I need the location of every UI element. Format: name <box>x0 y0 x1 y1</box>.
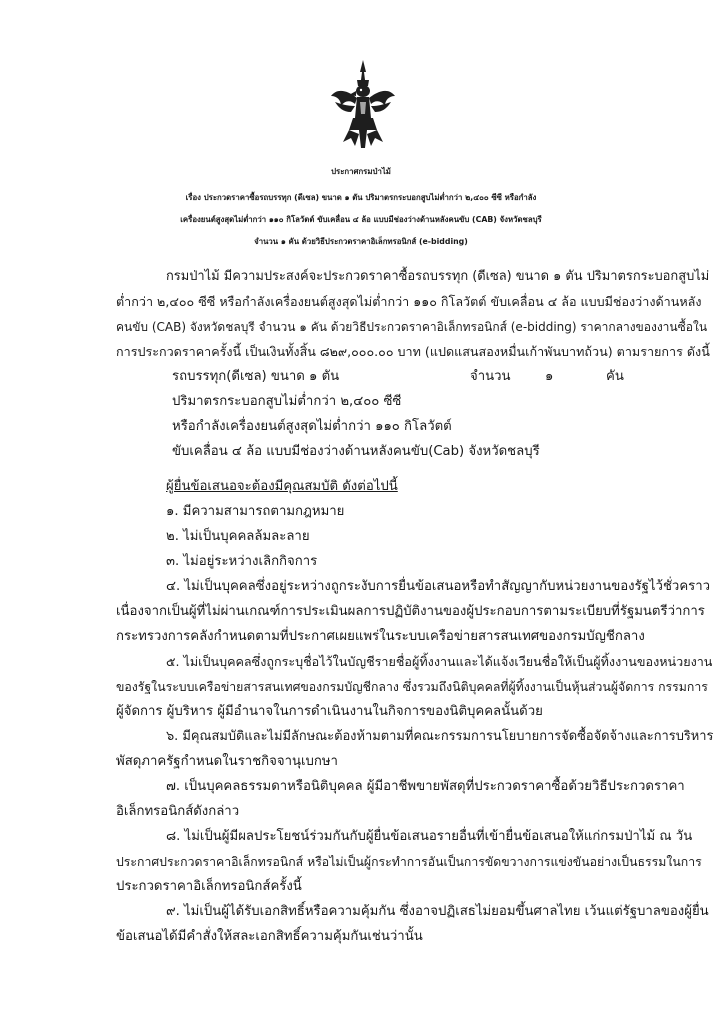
intro-line: ต่ำกว่า ๒,๔๐๐ ซีซี หรือกำลังเครื่องยนต์สูงสุดไม่ต่ำกว่า ๑๑๐ กิโลวัตต์ ขับเคลื่อน ๔ ล้อ แบบมีช่องว่างด้านหลัง <box>116 294 702 309</box>
qualification-line: ประกวดราคาอิเล็กทรอนิกส์ครั้งนี้ <box>116 879 302 894</box>
qualification-line: ๓. ไม่อยู่ระหว่างเลิกกิจการ <box>166 554 318 569</box>
intro-line: การประกวดราคาครั้งนี้ เป็นเงินทั้งสิ้น ๘๒๙,๐๐๐.๐๐ บาท (แปดแสนสองหมื่นเก้าพันบาทถ้วน) ตามรายการ ดังนี้ <box>116 344 710 359</box>
item-spec: ขับเคลื่อน ๔ ล้อ แบบมีช่องว่างด้านหลังคนขับ(Cab) จังหวัดชลบุรี <box>172 444 540 459</box>
qualification-line: ๒. ไม่เป็นบุคคลล้มละลาย <box>166 529 310 544</box>
qualification-line: ๗. เป็นบุคคลธรรมดาหรือนิติบุคคล ผู้มีอาชีพขายพัสดุที่ประกวดราคาซื้อด้วยวิธีประกวดราคา <box>166 779 685 794</box>
item-unit: คัน <box>606 369 624 384</box>
qualification-line: ของรัฐในระบบเครือข่ายสารสนเทศของกรมบัญชีกลาง ซึ่งรวมถึงนิติบุคคลที่ผู้ทิ้งงานเป็นหุ้นส่วนผู้จัดการ กรรมการ <box>116 680 708 694</box>
intro-line: กรมป่าไม้ มีความประสงค์จะประกวดราคาซื้อรถบรรทุก (ดีเซล) ขนาด ๑ ตัน ปริมาตรกระบอกสูบไม่ <box>166 269 710 284</box>
qualification-line: กระทรวงการคลังกำหนดตามที่ประกาศเผยแพร่ในระบบเครือข่ายสารสนเทศของกรมบัญชีกลาง <box>116 629 645 644</box>
item-spec: ปริมาตรกระบอกสูบไม่ต่ำกว่า ๒,๔๐๐ ซีซี <box>172 394 402 409</box>
qualification-line: ประกาศประกวดราคาอิเล็กทรอนิกส์ หรือไม่เป็นผู้กระทำการอันเป็นการขัดขวางการแข่งขันอย่างเป็นธรรมในการ <box>116 855 702 869</box>
qualification-line: ๕. ไม่เป็นบุคคลซึ่งถูกระบุชื่อไว้ในบัญชีรายชื่อผู้ทิ้งงานและได้แจ้งเวียนชื่อให้เป็นผู้ทิ้งงานของหน่วยงาน <box>166 654 713 669</box>
item-qty: ๑ <box>545 369 554 384</box>
qualification-line: ๖. มีคุณสมบัติและไม่มีลักษณะต้องห้ามตามที่คณะกรรมการนโยบายการจัดซื้อจัดจ้างและการบริหาร <box>166 729 714 744</box>
qualification-line: อิเล็กทรอนิกส์ดังกล่าว <box>116 804 240 819</box>
qualification-line: ๙. ไม่เป็นผู้ได้รับเอกสิทธิ์หรือความคุ้มกัน ซึ่งอาจปฏิเสธไม่ยอมขึ้นศาลไทย เว้นแต่รัฐบาลของผู้ยื่น <box>166 904 709 919</box>
qualification-line: ๑. มีความสามารถตามกฎหมาย <box>166 504 345 519</box>
qualification-line: ข้อเสนอได้มีคำสั่งให้สละเอกสิทธิ์ความคุ้มกันเช่นว่านั้น <box>116 929 423 944</box>
subject-line: จำนวน ๑ คัน ด้วยวิธีประกวดราคาอิเล็กทรอนิกส์ (e-bidding) <box>254 237 468 246</box>
item-spec: หรือกำลังเครื่องยนต์สูงสุดไม่ต่ำกว่า ๑๑๐ กิโลวัตต์ <box>172 419 452 434</box>
qualification-line: พัสดุภาครัฐกำหนดในราชกิจจานุเบกษา <box>116 754 338 769</box>
item-qty-label: จำนวน <box>470 369 511 384</box>
subject-line: เครื่องยนต์สูงสุดไม่ต่ำกว่า ๑๑๐ กิโลวัตต์ ขับเคลื่อน ๔ ล้อ แบบมีช่องว่างด้านหลังคนขับ (CAB) จังหวัดชลบุรี <box>180 215 542 224</box>
announcement-title: ประกาศกรมป่าไม้ <box>331 167 391 176</box>
garuda-emblem-icon <box>329 60 397 150</box>
qualification-line: ๔. ไม่เป็นบุคคลซึ่งอยู่ระหว่างถูกระงับการยื่นข้อเสนอหรือทำสัญญากับหน่วยงานของรัฐไว้ชั่วคราว <box>166 579 711 594</box>
qualification-line: เนื่องจากเป็นผู้ที่ไม่ผ่านเกณฑ์การประเมินผลการปฏิบัติงานของผู้ประกอบการตามระเบียบที่รัฐมนตรีว่าการ <box>116 604 705 619</box>
intro-line: คนขับ (CAB) จังหวัดชลบุรี จำนวน ๑ คัน ด้วยวิธีประกวดราคาอิเล็กทรอนิกส์ (e-bidding) ราคากลางของงานซื้อใน <box>116 320 708 334</box>
qualifications-heading: ผู้ยื่นข้อเสนอจะต้องมีคุณสมบัติ ดังต่อไปนี้ <box>166 479 398 494</box>
subject-line: เรื่อง ประกวดราคาซื้อรถบรรทุก (ดีเซล) ขนาด ๑ ตัน ปริมาตรกระบอกสูบไม่ต่ำกว่า ๒,๔๐๐ ซีซี หรือกำลัง <box>185 193 537 202</box>
qualification-line: ๘. ไม่เป็นผู้มีผลประโยชน์ร่วมกันกับผู้ยื่นข้อเสนอรายอื่นที่เข้ายื่นข้อเสนอให้แก่กรมป่าไม้ ณ วัน <box>166 829 693 844</box>
item-name: รถบรรทุก(ดีเซล) ขนาด ๑ ตัน <box>172 369 340 384</box>
qualification-line: ผู้จัดการ ผู้บริหาร ผู้มีอำนาจในการดำเนินงานในกิจการของนิติบุคคลนั้นด้วย <box>116 704 543 719</box>
